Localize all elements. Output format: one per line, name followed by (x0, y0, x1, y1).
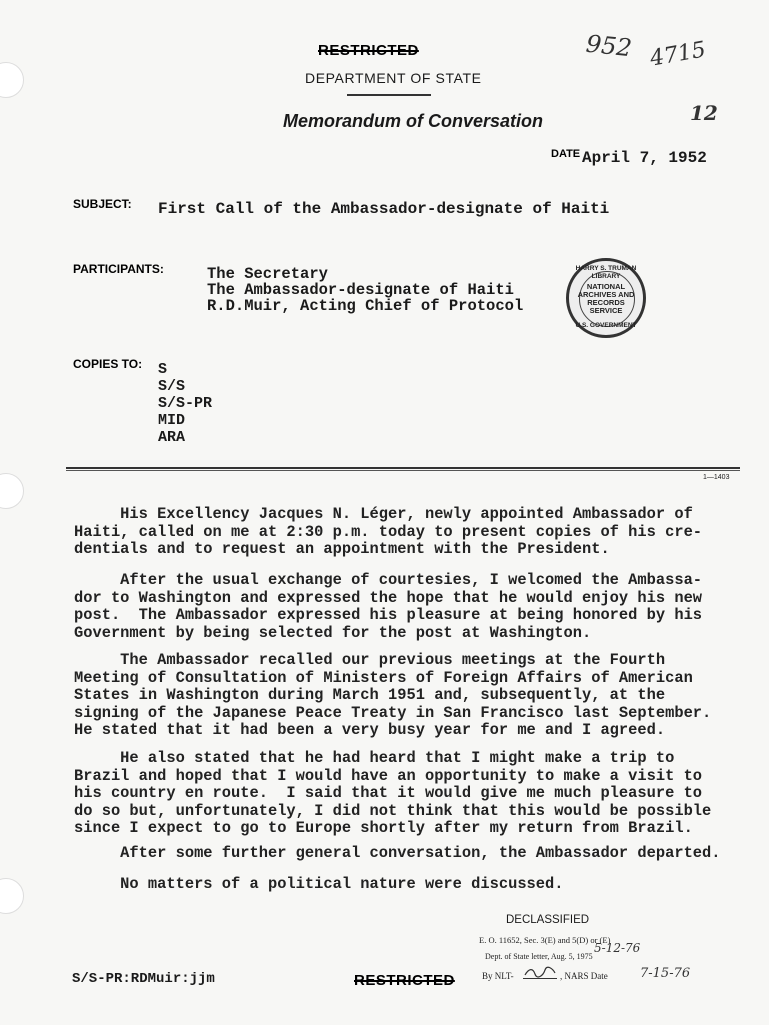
body-paragraph: No matters of a political nature were discussed. (74, 875, 564, 893)
handwritten-nars-date: 7-15-76 (640, 966, 691, 981)
declassified-signature (523, 966, 557, 979)
punch-hole (0, 473, 24, 509)
date-label: DATE (551, 148, 581, 160)
handwritten-page-mark: 12 (690, 101, 718, 125)
declassified-authority: E. O. 11652, Sec. 3(E) and 5(D) or (E) (479, 935, 611, 945)
punch-hole (0, 878, 24, 914)
department-heading: DEPARTMENT OF STATE (305, 70, 482, 86)
participants-label: PARTICIPANTS: (73, 262, 164, 276)
form-number: 1—1403 (703, 474, 730, 481)
stamp-line: NATIONAL (586, 282, 626, 291)
stamp-line: ARCHIVES AND (577, 290, 635, 299)
drafter-initials: S/S-PR:RDMuir:jjm (72, 971, 215, 987)
restricted-marking-bottom: RESTRICTED (354, 972, 455, 989)
participant-item: The Secretary (207, 265, 328, 283)
restricted-marking-top: RESTRICTED (318, 42, 419, 59)
divider-line (66, 470, 740, 471)
participant-item: R.D.Muir, Acting Chief of Protocol (207, 297, 524, 315)
copies-item: S/S-PR (158, 395, 213, 412)
body-paragraph: After some further general conversation, the Ambassador departed. (74, 844, 721, 862)
declassified-letter: Dept. of State letter, Aug. 5, 1975 (485, 952, 593, 961)
copies-item: ARA (158, 429, 186, 446)
heading-rule (347, 94, 431, 96)
handwritten-number-left: 952 (584, 29, 634, 63)
body-paragraph: His Excellency Jacques N. Léger, newly appointed Ambassador of Haiti, called on me at 2:30 p.m. today to present copies of his cre- dentials and to request an appointment with the President. (74, 505, 703, 559)
stamp-line: SERVICE (589, 306, 623, 315)
stamp-bottom-text: U.S. GOVERNMENT (575, 322, 637, 329)
handwritten-number-right: 4715 (648, 37, 708, 72)
copies-item: MID (158, 412, 186, 429)
body-paragraph: The Ambassador recalled our previous meetings at the Fourth Meeting of Consultation of Ministers of Foreign Affairs of American States in Washington during March 1951 and, subsequently, at the signing of the Japanese Peace Treaty in San Francisco last September. He stated that it had been a very busy year for me and I agreed. (74, 651, 712, 740)
stamp-line: RECORDS (587, 298, 625, 307)
date-value: April 7, 1952 (582, 149, 707, 167)
body-paragraph: After the usual exchange of courtesies, I welcomed the Ambassa- dor to Washington and expressed the hope that he would enjoy his new post. The Ambassador expressed his pleasure at being honored by his Government by being selected for the post at Washington. (74, 571, 703, 642)
subject-label: SUBJECT: (73, 197, 132, 211)
copies-item: S (158, 361, 168, 378)
copies-label: COPIES TO: (73, 357, 143, 371)
punch-hole (0, 62, 24, 98)
archives-stamp (566, 258, 646, 338)
declassified-title: DECLASSIFIED (506, 914, 590, 926)
stamp-outer-text: HARRY S. TRUMAN LIBRARY (575, 265, 637, 280)
declassified-by-label: By NLT- (482, 971, 514, 981)
subject-value: First Call of the Ambassador-designate of Haiti (158, 200, 610, 218)
body-paragraph: He also stated that he had heard that I might make a trip to Brazil and hoped that I would have an opportunity to make a visit to his country en route. I said that it would give me much pleasure to do so but, unfortunately, I did not think that this would be possible since I expect to go to Europe shortly after my return from Brazil. (74, 749, 712, 838)
memo-title: Memorandum of Conversation (283, 111, 544, 131)
participant-item: The Ambassador-designate of Haiti (207, 281, 514, 299)
divider-line (66, 467, 740, 469)
copies-item: S/S (158, 378, 186, 395)
handwritten-date: 5-12-76 (594, 941, 641, 955)
declassified-nars-label: , NARS Date (560, 971, 608, 981)
